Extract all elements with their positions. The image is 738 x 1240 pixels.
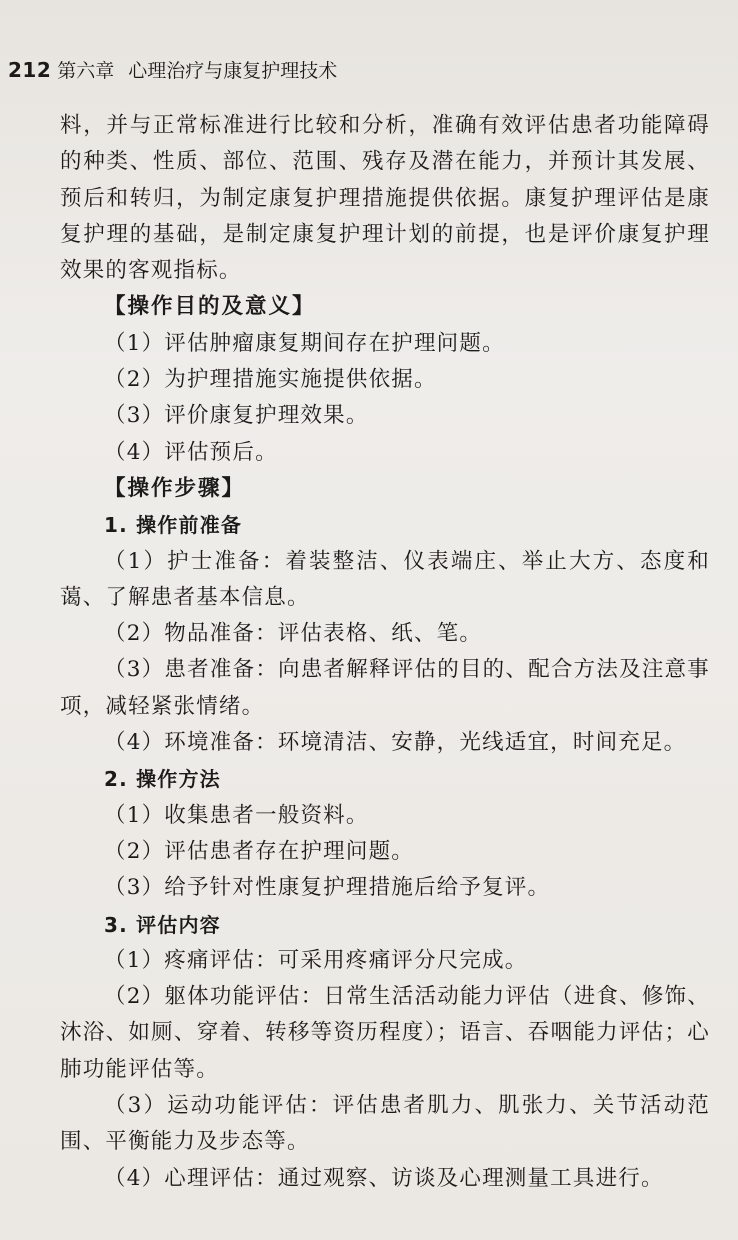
section-item: （4）环境准备：环境清洁、安静，光线适宜，时间充足。 — [104, 730, 687, 756]
purpose-item: （2）为护理措施实施提供依据。 — [104, 367, 437, 393]
section-item: （3）患者准备：向患者解释评估的目的、配合方法及注意事项，减轻紧张情绪。 — [60, 657, 710, 719]
section-item: （2）物品准备：评估表格、纸、笔。 — [104, 621, 483, 647]
page-number: 212 — [8, 58, 52, 82]
section-item: （1）收集患者一般资料。 — [104, 802, 369, 828]
purpose-item: （3）评价康复护理效果。 — [104, 403, 369, 429]
chapter-title: 心理治疗与康复护理技术 — [128, 60, 338, 82]
section-title: 3. 评估内容 — [104, 912, 221, 937]
section-item: （2）躯体功能评估：日常生活活动能力评估（进食、修饰、沐浴、如厕、穿着、转移等资历程度）；语言、吞咽能力评估；心肺功能评估等。 — [60, 984, 710, 1082]
section-item: （1）护士准备：着装整洁、仪表端庄、举止大方、态度和蔼、了解患者基本信息。 — [60, 548, 710, 610]
purpose-item: （4）评估预后。 — [104, 439, 278, 465]
section-item: （3）给予针对性康复护理措施后给予复评。 — [104, 875, 551, 901]
purpose-heading: 【操作目的及意义】 — [104, 294, 316, 320]
section-item: （3）运动功能评估：评估患者肌力、肌张力、关节活动范围、平衡能力及步态等。 — [60, 1093, 710, 1155]
steps-heading: 【操作步骤】 — [104, 475, 246, 501]
section-item: （4）心理评估：通过观察、访谈及心理测量工具进行。 — [104, 1165, 664, 1191]
section-item: （1）疼痛评估：可采用疼痛评分尺完成。 — [104, 947, 528, 973]
running-header — [8, 56, 337, 88]
section-item: （2）评估患者存在护理问题。 — [104, 838, 414, 864]
chapter-label: 第六章 — [57, 60, 115, 82]
section-title: 1. 操作前准备 — [104, 513, 243, 538]
page-body — [60, 108, 710, 1197]
purpose-item: （1）评估肿瘤康复期间存在护理问题。 — [104, 330, 505, 356]
intro-paragraph: 料，并与正常标准进行比较和分析，准确有效评估患者功能障碍的种类、性质、部位、范围、残存及潜在能力，并预计其发展、预后和转归，为制定康复护理措施提供依据。康复护理评估是康复护理的基础，是制定康复护理计划的前提，也是评价康复护理效果的客观指标。 — [60, 113, 710, 284]
section-title: 2. 操作方法 — [104, 767, 221, 792]
